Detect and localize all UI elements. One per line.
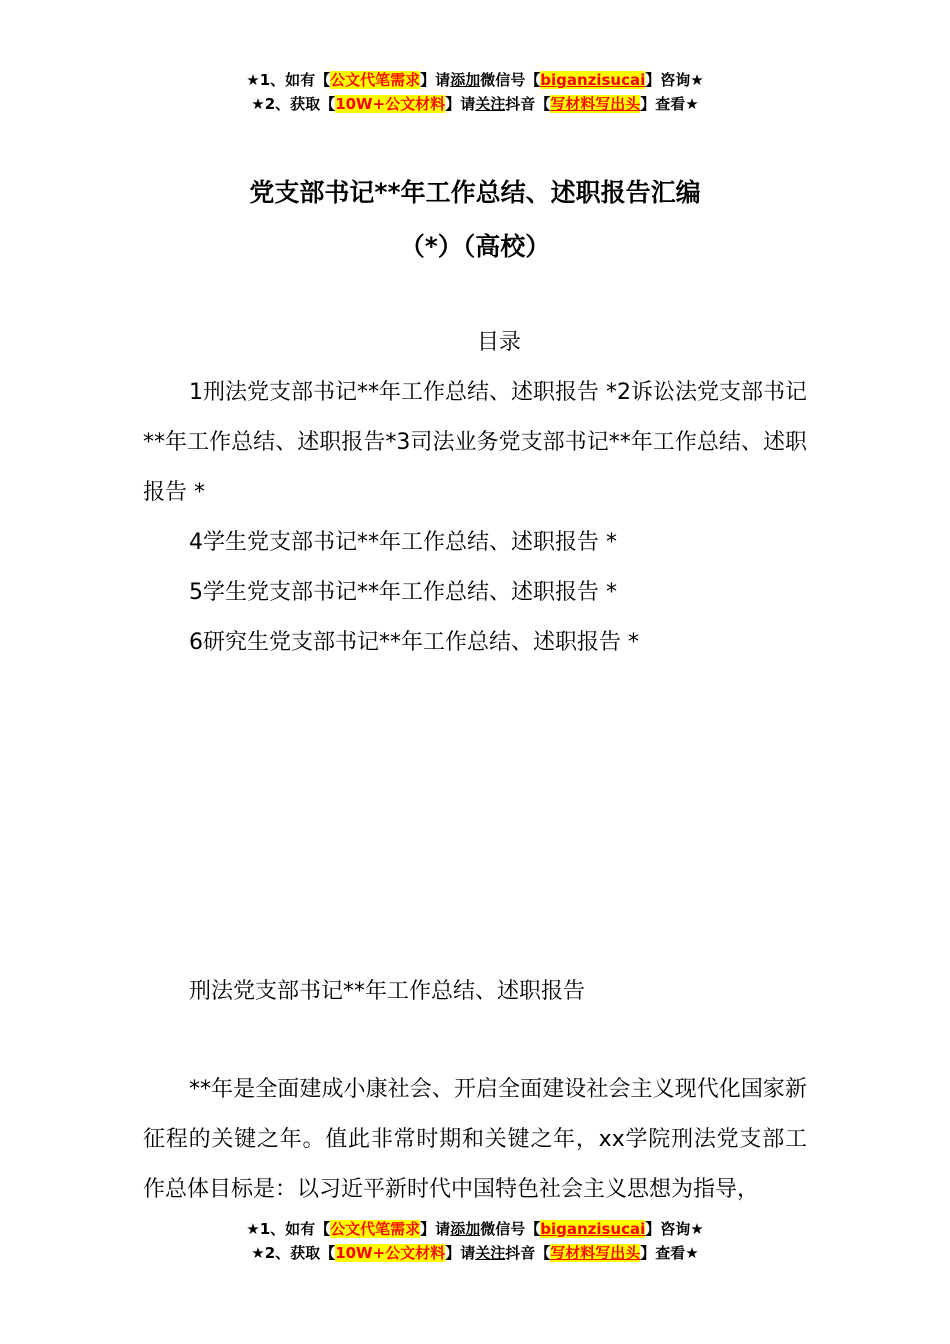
section-title: 刑法党支部书记**年工作总结、述职报告 xyxy=(189,979,586,1004)
banner-douyin-id: 写材料写出头 xyxy=(550,95,641,113)
banner-line-1-prefix: ★1、如有【 xyxy=(246,71,331,89)
bottom-banner-underline-follow: 关注 xyxy=(475,1244,506,1262)
banner-highlight-materials: 10W+公文材料 xyxy=(335,95,446,113)
bottom-banner-line-2-text: 】请 xyxy=(445,1244,476,1262)
bottom-banner xyxy=(0,1217,950,1265)
toc-paragraph: 1刑法党支部书记**年工作总结、述职报告 *2诉讼法党支部书记**年工作总结、述职报告*3司法业务党支部书记**年工作总结、述职报告 * xyxy=(143,380,807,505)
document-title-line-2: （*）（高校） xyxy=(399,232,551,261)
banner-line-1-text-2: 微信号【 xyxy=(480,71,541,89)
bottom-banner-line-2-prefix: ★2、获取【 xyxy=(251,1244,336,1262)
bottom-banner-douyin-id: 写材料写出头 xyxy=(550,1244,641,1262)
body-paragraph: **年是全面建成小康社会、开启全面建设社会主义现代化国家新征程的关键之年。值此非常时期和关键之年，xx学院刑法党支部工作总体目标是：以习近平新时代中国特色社会主义思想为指导， xyxy=(143,1077,807,1202)
bottom-banner-line-1 xyxy=(0,1217,950,1241)
bottom-banner-line-1-text-2: 微信号【 xyxy=(480,1220,541,1238)
document-title-line-1: 党支部书记**年工作总结、述职报告汇编 xyxy=(249,178,701,207)
toc-heading: 目录 xyxy=(476,330,521,355)
top-banner xyxy=(0,68,950,116)
bottom-banner-line-1-prefix: ★1、如有【 xyxy=(246,1220,331,1238)
bottom-banner-highlight-service: 公文代笔需求 xyxy=(330,1220,421,1238)
bottom-banner-underline-add: 添加 xyxy=(450,1220,481,1238)
banner-line-2-text: 】请 xyxy=(445,95,476,113)
banner-line-2 xyxy=(0,92,950,116)
banner-line-1-suffix: 】咨询★ xyxy=(645,71,704,89)
bottom-banner-highlight-materials: 10W+公文材料 xyxy=(335,1244,446,1262)
bottom-banner-line-2-suffix: 】查看★ xyxy=(640,1244,699,1262)
banner-underline-follow: 关注 xyxy=(475,95,506,113)
banner-line-1 xyxy=(0,68,950,92)
banner-line-2-suffix: 】查看★ xyxy=(640,95,699,113)
banner-line-2-prefix: ★2、获取【 xyxy=(251,95,336,113)
banner-wechat-id: biganzisucai xyxy=(540,71,646,89)
bottom-banner-wechat-id: biganzisucai xyxy=(540,1220,646,1238)
banner-line-2-text-2: 抖音【 xyxy=(505,95,551,113)
bottom-banner-line-2 xyxy=(0,1241,950,1265)
document-title xyxy=(0,166,950,274)
banner-highlight-service: 公文代笔需求 xyxy=(330,71,421,89)
banner-line-1-text: 】请 xyxy=(420,71,451,89)
bottom-banner-line-1-suffix: 】咨询★ xyxy=(645,1220,704,1238)
toc-item-5: 5学生党支部书记**年工作总结、述职报告 * xyxy=(189,580,617,605)
toc-item-4: 4学生党支部书记**年工作总结、述职报告 * xyxy=(189,530,617,555)
bottom-banner-line-2-text-2: 抖音【 xyxy=(505,1244,551,1262)
bottom-banner-line-1-text: 】请 xyxy=(420,1220,451,1238)
toc-item-6: 6研究生党支部书记**年工作总结、述职报告 * xyxy=(189,630,639,655)
banner-underline-add: 添加 xyxy=(450,71,481,89)
